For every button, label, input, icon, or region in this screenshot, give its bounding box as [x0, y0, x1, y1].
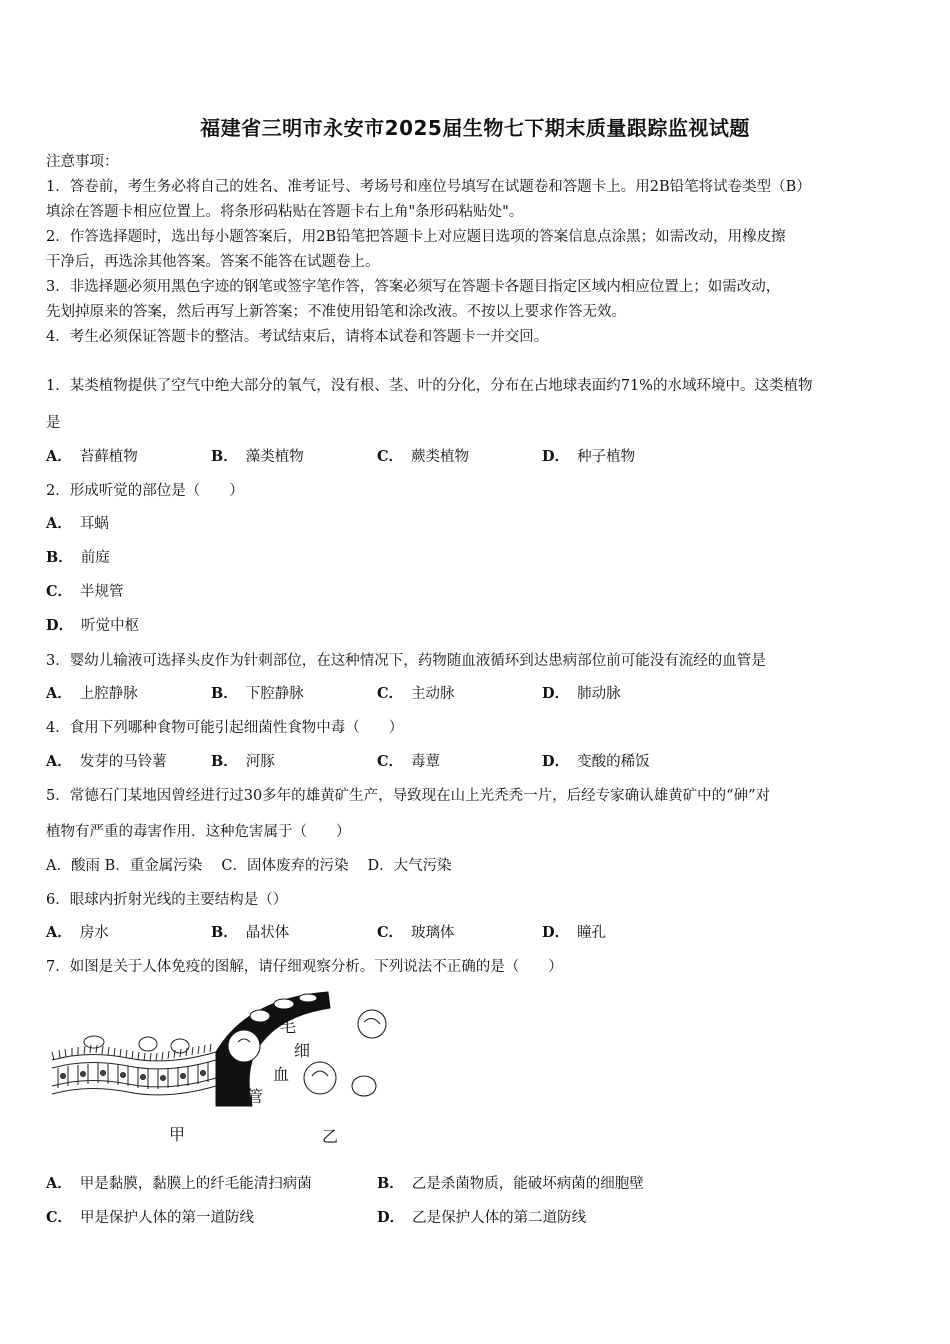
figure-label-left: 甲: [169, 1125, 186, 1144]
q6-option-c: C． 玻璃体: [377, 924, 455, 941]
q6-option-d: D． 瞳孔: [542, 924, 607, 941]
notice-line: 1．答卷前，考生务必将自己的姓名、准考证号、考场号和座位号填写在试题卷和答题卡上。用2B铅笔将试卷类型（B）: [46, 179, 811, 195]
q3-option-a: A． 上腔静脉: [46, 685, 138, 702]
question-4-stem: 4．食用下列哪种食物可能引起细菌性食物中毒（ ）: [46, 720, 404, 736]
q1-option-a: A． 苔藓植物: [46, 448, 138, 465]
q6-option-a: A． 房水: [46, 924, 109, 941]
question-5-stem-cont: 植物有严重的毒害作用．这种危害属于（ ）: [46, 824, 351, 840]
q6-option-b: B． 晶状体: [211, 924, 290, 941]
q1-option-b: B． 藻类植物: [211, 448, 304, 465]
notice-heading: 注意事项：: [46, 154, 119, 170]
q3-option-c: C． 主动脉: [377, 685, 455, 702]
q7-option-a: A． 甲是黏膜，黏膜上的纤毛能清扫病菌: [46, 1175, 312, 1192]
immune-diagram: [48, 988, 388, 1148]
q4-option-d: D． 变酸的稀饭: [542, 753, 650, 770]
question-6-stem: 6．眼球内折射光线的主要结构是（）: [46, 892, 288, 908]
notice-line: 填涂在答题卡相应位置上。将条形码粘贴在答题卡右上角"条形码粘贴处"。: [46, 204, 524, 220]
vessel-label-char: 毛: [280, 1017, 297, 1036]
notice-line: 干净后，再选涂其他答案。答案不能答在试题卷上。: [46, 254, 380, 270]
q2-option-a: A． 耳蜗: [46, 515, 109, 532]
figure-label-right: 乙: [322, 1127, 339, 1146]
page-title: 福建省三明市永安市2025届生物七下期末质量跟踪监视试题: [200, 116, 750, 140]
question-3-stem: 3．婴幼儿输液可选择头皮作为针刺部位，在这种情况下，药物随血液循环到达患病部位前可能没有流经的血管是: [46, 653, 766, 669]
vessel-label-char: 细: [294, 1041, 311, 1060]
q4-option-c: C． 毒蕈: [377, 753, 441, 770]
q1-option-d: D． 种子植物: [542, 448, 636, 465]
vessel-label-char: 血: [273, 1065, 290, 1084]
question-2-stem: 2．形成听觉的部位是（ ）: [46, 483, 244, 499]
q3-option-b: B． 下腔静脉: [211, 685, 304, 702]
question-1-stem: 1．某类植物提供了空气中绝大部分的氧气，没有根、茎、叶的分化，分布在占地球表面约71%的水域环境中。这类植物: [46, 378, 813, 394]
q7-option-c: C． 甲是保护人体的第一道防线: [46, 1209, 255, 1226]
q7-option-b: B． 乙是杀菌物质，能破坏病菌的细胞壁: [377, 1175, 644, 1192]
q1-option-c: C． 蕨类植物: [377, 448, 470, 465]
q3-option-d: D． 肺动脉: [542, 685, 621, 702]
mucosa-illustration: [52, 1036, 216, 1095]
q2-option-d: D． 听觉中枢: [46, 617, 140, 634]
q4-option-b: B． 河豚: [211, 753, 275, 770]
q7-option-d: D． 乙是保护人体的第二道防线: [377, 1209, 587, 1226]
question-5-stem: 5．常德石门某地因曾经进行过30多年的雄黄矿生产，导致现在山上光秃秃一片，后经专家确认雄黄矿中的“砷”对: [46, 788, 770, 804]
q2-option-c: C． 半规管: [46, 583, 124, 600]
notice-line: 先划掉原来的答案，然后再写上新答案；不准使用铅笔和涂改液。不按以上要求作答无效。: [46, 304, 626, 320]
q5-options: A．酸雨 B．重金属污染 C．固体废弃的污染 D．大气污染: [46, 858, 452, 874]
question-7-stem: 7．如图是关于人体免疫的图解，请仔细观察分析。下列说法不正确的是（ ）: [46, 959, 563, 975]
notice-line: 2．作答选择题时，选出每小题答案后，用2B铅笔把答题卡上对应题目选项的答案信息点涂黑；如需改动，用橡皮擦: [46, 229, 786, 245]
notice-line: 4．考生必须保证答题卡的整洁。考试结束后，请将本试卷和答题卡一并交回。: [46, 329, 549, 345]
notice-line: 3．非选择题必须用黑色字迹的钢笔或签字笔作答，答案必须写在答题卡各题目指定区域内相应位置上；如需改动，: [46, 279, 781, 295]
question-1-stem-cont: 是: [46, 415, 61, 431]
vessel-label-char: 管: [247, 1087, 264, 1106]
q2-option-b: B． 前庭: [46, 549, 110, 566]
q4-option-a: A． 发芽的马铃薯: [46, 753, 167, 770]
